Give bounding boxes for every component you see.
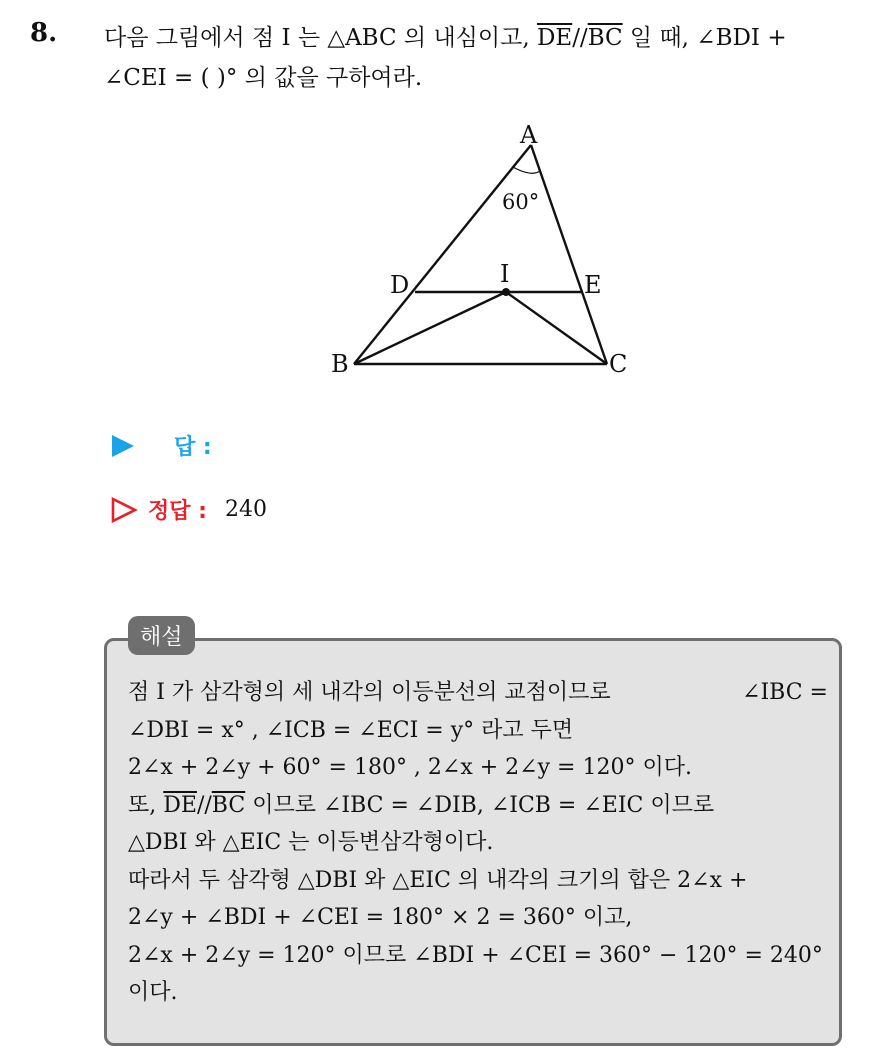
explanation-line-8: 2∠x + 2∠y = 120° 이므로 ∠BDI + ∠CEI = 360° − 120° = 240° [128,942,823,968]
segment-bi [354,292,506,364]
play-arrow-icon [110,433,136,459]
explanation-line-7: 2∠y + ∠BDI + ∠CEI = 180° × 2 = 360° 이고, [128,905,633,930]
explanation-line-5: △DBI 와 △EIC 는 이등변삼각형이다. [128,830,494,855]
correct-answer-row [110,494,267,525]
angle-arc-a [513,167,540,173]
explanation-line-2: ∠DBI = x° , ∠ICB = ∠ECI = y° 라고 두면 [128,717,574,743]
side-ab [354,145,531,364]
explanation-text [128,674,828,1012]
label-b: B [331,350,349,378]
segment-bc: $\overline{BC}$ [587,25,623,51]
segment-ci [506,292,607,364]
label-a: A [520,121,538,149]
segment-de-exp: $\overline{DE}$ [163,792,197,818]
incenter-point [502,288,510,296]
play-outline-icon [110,496,138,524]
explanation-line-9: 이다. [128,980,178,1005]
segment-bc-exp: $\overline{BC}$ [211,792,246,818]
explanation-line-6: 따라서 두 삼각형 △DBI 와 △EIC 의 내각의 크기의 합은 2∠x + [128,867,748,893]
answer-row [110,430,212,461]
explanation-tag: 해설 [128,616,195,655]
answer-label: 답 : [174,435,212,460]
triangle-figure [320,115,650,395]
label-e: E [584,271,602,299]
label-i: I [500,260,510,288]
correct-answer-label: 정답 : [148,499,207,524]
correct-answer-value: 240 [224,497,267,522]
angle-label: 60° [502,190,540,214]
explanation-line-3: 2∠x + 2∠y + 60° = 180° , 2∠x + 2∠y = 120° 이다. [128,755,692,780]
question-text [104,18,864,98]
question-line-2: ∠CEI = ( )° 의 값을 구하여라. [104,65,423,91]
segment-de: $\overline{DE}$ [536,25,573,51]
explanation-line-4: 또, $\overline{DE}//\overline{BC}$ 이므로 ∠IBC = ∠DIB, ∠ICB = ∠EIC 이므로 [128,792,715,818]
question-line-1: 다음 그림에서 점 I 는 △ABC 의 내심이고, $\overline{DE}//\overline{BC}$ 일 때, ∠BDI + [104,25,787,51]
question-number: 8. [30,18,58,48]
explanation-line-1: 점 I 가 삼각형의 세 내각의 이등분선의 교점이므로 ∠IBC = [128,680,828,705]
label-d: D [390,271,410,299]
side-ac [531,145,607,364]
label-c: C [609,350,628,378]
